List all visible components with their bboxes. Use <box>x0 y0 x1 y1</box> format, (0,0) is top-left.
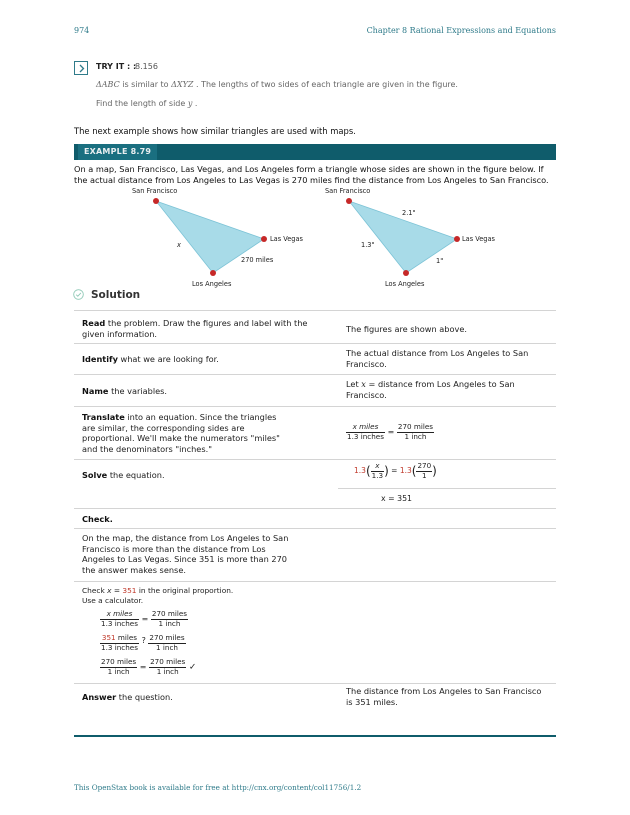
check-line-3: $\frac{\text{270 miles}}{\text{1 inch}}$ = $\frac{\text{270 miles}}{\text{1 inch}}$ ✓ <box>101 657 197 676</box>
divider <box>74 310 556 311</box>
example-problem: On a map, San Francisco, Las Vegas, and Los Angeles form a triangle whose sides are shown in the figure below. If the actual distance from Los Angeles to Las Vegas is 270 miles find the distance from Los Angeles to San Francisco. <box>74 164 549 185</box>
equation-multiply: 1.3( $\frac{x}{1.3}$ ) = 1.3( $\frac{270}{1}$ ) <box>354 461 437 480</box>
label-side-x: x <box>177 241 181 249</box>
step-identify: Identify what we are looking for. <box>82 354 219 364</box>
page-number: 974 <box>74 26 90 35</box>
step-answer: Answer the question. <box>82 692 173 702</box>
lv-dot <box>454 236 460 242</box>
try-it-number: 8.156 <box>135 62 158 71</box>
step-identify-result: The actual distance from Los Angeles to San Francisco. <box>346 348 529 369</box>
label-side-270: 270 miles <box>241 256 274 264</box>
step-translate: Translate into an equation. Since the triangles are similar, the corresponding sides are proportional. We'll make the numerators "miles" and the denominators "inches." <box>82 412 280 454</box>
sf-dot <box>153 198 159 204</box>
divider <box>74 374 556 375</box>
step-read: Read the problem. Draw the figures and label with the given information. <box>82 318 308 339</box>
check-explanation: On the map, the distance from Los Angeles to San Francisco is more than the distance from Los Angeles to Las Vegas. Since 351 is more than 270 the answer makes sense. <box>82 533 289 575</box>
try-it-line-2: Find the length of side y . <box>96 99 198 108</box>
divider <box>74 459 556 460</box>
step-read-result: The figures are shown above. <box>346 324 467 334</box>
try-it-expand-button[interactable] <box>74 61 88 75</box>
step-answer-result: The distance from Los Angeles to San Francisco is 351 miles. <box>346 686 542 707</box>
label-side-1-3: 1.3" <box>361 241 375 249</box>
divider <box>74 581 556 582</box>
step-check: Check. <box>82 514 113 524</box>
check-circle-icon <box>73 289 84 300</box>
sf-dot <box>346 198 352 204</box>
divider <box>74 508 556 509</box>
divider <box>74 406 556 407</box>
try-it-line-1: ΔABC is similar to ΔXYZ . The lengths of two sides of each triangle are given in the figure. <box>96 80 458 89</box>
step-solve: Solve the equation. <box>82 470 165 480</box>
la-dot <box>403 270 409 276</box>
check-line-2: $\frac{\text{351 miles}}{\text{1.3 inches}}$ ? $\frac{\text{270 miles}}{\text{1 inch}}$ <box>101 633 185 652</box>
divider <box>74 683 556 684</box>
solution-title: Solution <box>91 289 141 301</box>
try-it-label: TRY IT : : <box>96 62 137 71</box>
label-side-1: 1" <box>436 257 444 265</box>
section-end-rule <box>74 735 556 737</box>
label-los-angeles: Los Angeles <box>385 280 425 288</box>
step-name: Name the variables. <box>82 386 168 396</box>
divider <box>74 528 556 529</box>
lv-dot <box>261 236 267 242</box>
footer-text: This OpenStax book is available for free at http://cnx.org/content/col11756/1.2 <box>74 783 362 792</box>
solve-result: x = 351 <box>381 494 412 503</box>
label-side-2-1: 2.1" <box>402 209 416 217</box>
chapter-title: Chapter 8 Rational Expressions and Equations <box>366 26 556 35</box>
label-san-francisco: San Francisco <box>132 187 178 195</box>
check-mark-icon: ✓ <box>188 662 197 673</box>
example-tag: EXAMPLE 8.79 <box>78 144 157 160</box>
label-las-vegas: Las Vegas <box>270 235 303 243</box>
intro-text: The next example shows how similar triangles are used with maps. <box>74 126 356 136</box>
equation-proportion: $\frac{\text{x miles}}{\text{1.3 inches}}$ = $\frac{\text{270 miles}}{\text{1 inch}}$ <box>347 422 434 441</box>
divider <box>338 488 556 489</box>
divider <box>74 343 556 344</box>
check-line-1: $\frac{\text{x miles}}{\text{1.3 inches}}$ = $\frac{\text{270 miles}}{\text{1 inch}}$ <box>101 609 188 628</box>
label-las-vegas: Las Vegas <box>462 235 495 243</box>
label-san-francisco: San Francisco <box>325 187 371 195</box>
chevron-right-icon <box>77 64 86 73</box>
la-dot <box>210 270 216 276</box>
label-los-angeles: Los Angeles <box>192 280 232 288</box>
check-instruction: Check x = 351 in the original proportion. Use a calculator. <box>82 586 234 605</box>
step-name-result: Let x = distance from Los Angeles to San Francisco. <box>346 379 515 400</box>
